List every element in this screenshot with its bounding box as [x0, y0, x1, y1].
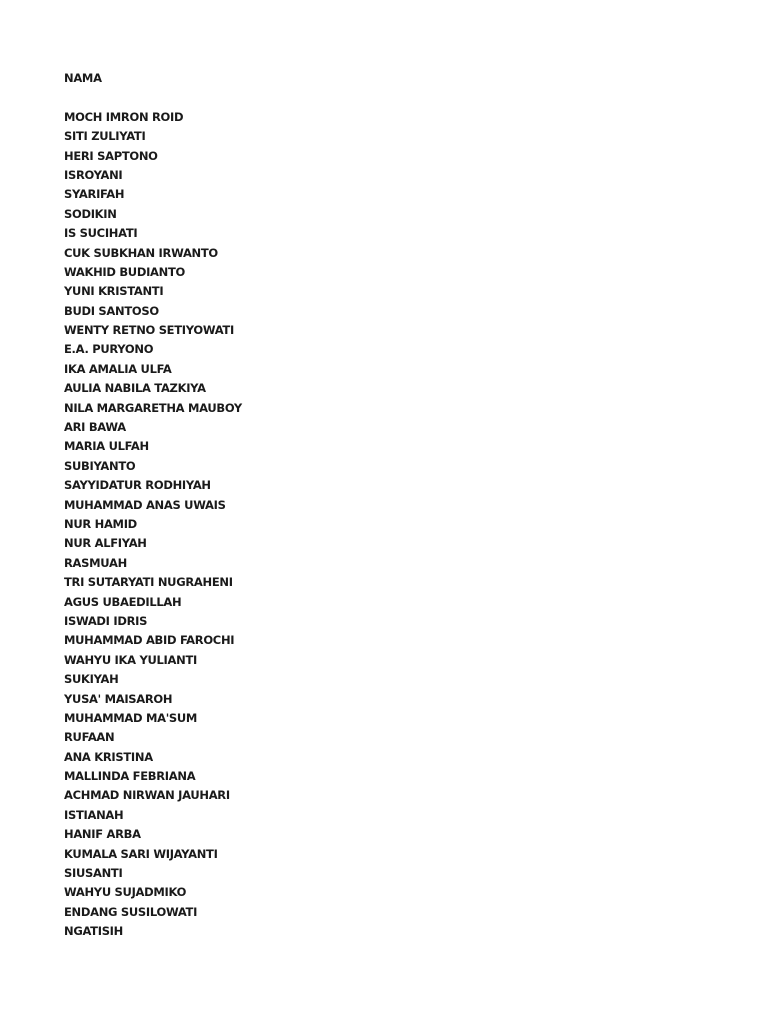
list-item: SUKIYAH: [64, 672, 119, 687]
list-item: ISROYANI: [64, 167, 123, 182]
list-item: RASMUAH: [64, 555, 127, 570]
list-item: MUHAMMAD MA'SUM: [64, 710, 198, 725]
list-item: WENTY RETNO SETIYOWATI: [64, 323, 234, 338]
list-item: NILA MARGARETHA MAUBOY: [64, 400, 242, 415]
list-item: YUSA' MAISAROH: [64, 691, 173, 706]
list-item: ISWADI IDRIS: [64, 613, 148, 628]
list-item: SAYYIDATUR RODHIYAH: [64, 478, 211, 493]
list-item: IS SUCIHATI: [64, 226, 138, 241]
list-item: WAHYU SUJADMIKO: [64, 885, 187, 900]
list-item: E.A. PURYONO: [64, 342, 154, 357]
list-item: MARIA ULFAH: [64, 439, 149, 454]
list-item: AULIA NABILA TAZKIYA: [64, 381, 206, 396]
list-item: MUHAMMAD ABID FAROCHI: [64, 633, 235, 648]
list-item: MALLINDA FEBRIANA: [64, 769, 196, 784]
list-item: RUFAAN: [64, 730, 115, 745]
list-item: ARI BAWA: [64, 420, 126, 435]
list-item: KUMALA SARI WIJAYANTI: [64, 846, 218, 861]
list-item: TRI SUTARYATI NUGRAHENI: [64, 575, 233, 590]
list-item: NUR ALFIYAH: [64, 536, 147, 551]
list-item: NUR HAMID: [64, 516, 137, 531]
list-item: SYARIFAH: [64, 187, 125, 202]
list-item: SIUSANTI: [64, 866, 123, 881]
column-heading: NAMA: [64, 71, 102, 85]
list-item: IKA AMALIA ULFA: [64, 361, 172, 376]
list-item: WAHYU IKA YULIANTI: [64, 652, 197, 667]
list-item: ISTIANAH: [64, 807, 124, 822]
name-column: [64, 69, 242, 942]
list-item: ACHMAD NIRWAN JAUHARI: [64, 788, 230, 803]
list-item: HANIF ARBA: [64, 827, 141, 842]
list-item: ANA KRISTINA: [64, 749, 153, 764]
list-item: CUK SUBKHAN IRWANTO: [64, 245, 218, 260]
list-item: ENDANG SUSILOWATI: [64, 904, 198, 919]
list-item: MUHAMMAD ANAS UWAIS: [64, 497, 226, 512]
list-item: AGUS UBAEDILLAH: [64, 594, 182, 609]
list-item: BUDI SANTOSO: [64, 303, 159, 318]
list-item: SODIKIN: [64, 206, 117, 221]
list-item: WAKHID BUDIANTO: [64, 264, 186, 279]
list-item: YUNI KRISTANTI: [64, 284, 164, 299]
list-item: SUBIYANTO: [64, 458, 136, 473]
list-item: HERI SAPTONO: [64, 148, 158, 163]
list-item: SITI ZULIYATI: [64, 129, 146, 144]
name-list: [64, 108, 242, 942]
list-item: NGATISIH: [64, 924, 123, 939]
list-item: MOCH IMRON ROID: [64, 109, 184, 124]
